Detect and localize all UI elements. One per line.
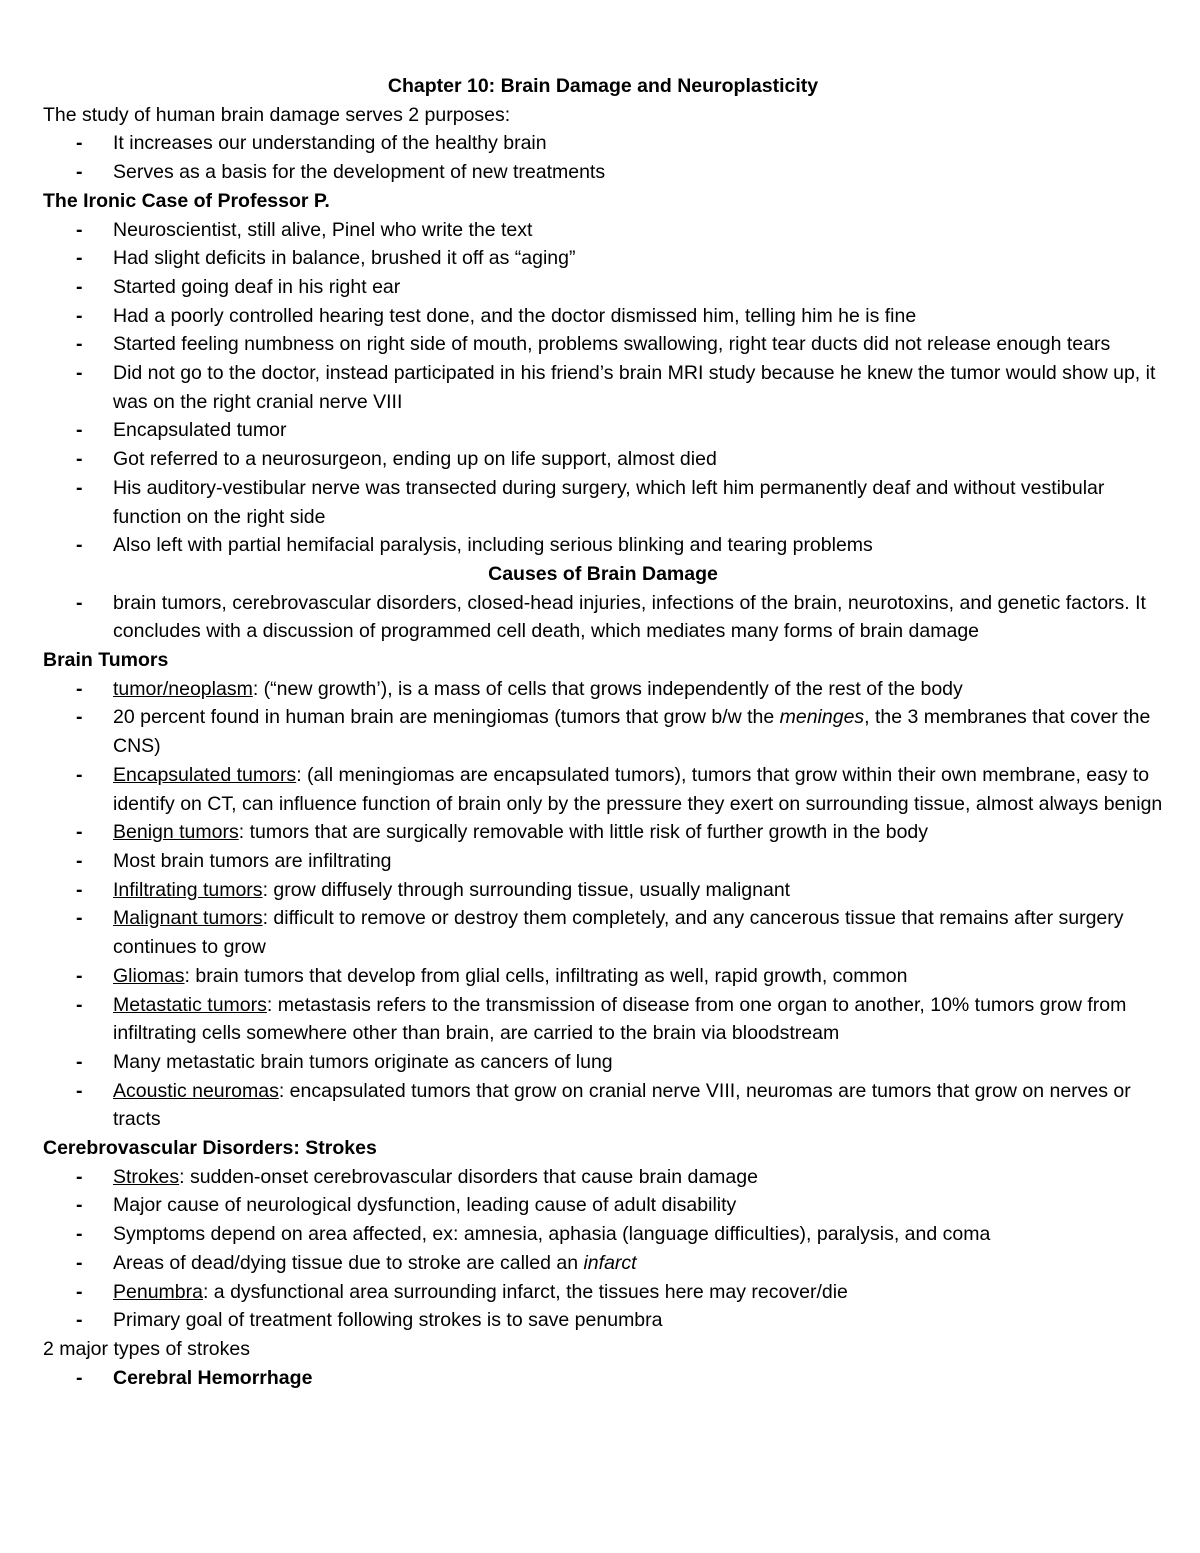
professor-p-list	[43, 216, 1163, 560]
intro-list	[43, 129, 1163, 186]
list-item	[43, 962, 1163, 991]
term: Strokes	[113, 1165, 180, 1188]
item-text: Areas of dead/dying tissue due to stroke are called an	[113, 1251, 584, 1274]
list-item: - Cerebral Hemorrhage	[43, 1364, 1163, 1393]
stroke-types-list	[43, 1364, 1163, 1393]
list-item	[43, 904, 1163, 961]
section-heading-causes: Causes of Brain Damage	[488, 562, 718, 585]
list-item	[43, 1306, 1163, 1335]
intro-text: The study of human brain damage serves 2 purposes:	[43, 103, 511, 126]
item-text: , the 3 membranes that cover the CNS)	[113, 706, 1151, 758]
term: Metastatic tumors	[113, 993, 267, 1016]
term: Malignant tumors	[113, 907, 263, 930]
item-text: Symptoms depend on area affected, ex: amnesia, aphasia (language difficulties), paralysis, and coma	[113, 1223, 991, 1246]
list-item	[43, 1191, 1163, 1220]
definition: : difficult to remove or destroy them completely, and any cancerous tissue that remains after surgery continues to grow	[113, 907, 1124, 959]
term: Acoustic neuromas	[113, 1079, 279, 1102]
definition: : encapsulated tumors that grow on cranial nerve VIII, neuromas are tumors that grow on nerves or tracts	[113, 1079, 1131, 1131]
emphasis: infarct	[583, 1251, 637, 1274]
term: Benign tumors	[113, 821, 239, 844]
list-item: - Serves as a basis for the development of new treatments	[43, 158, 1163, 187]
list-item	[43, 1163, 1163, 1192]
list-item: - Got referred to a neurosurgeon, ending up on life support, almost died	[43, 445, 1163, 474]
document-page	[43, 72, 1163, 1392]
list-item	[43, 1077, 1163, 1134]
page-title: Chapter 10: Brain Damage and Neuroplasticity	[387, 75, 819, 97]
list-item: - Neuroscientist, still alive, Pinel who write the text	[43, 216, 1163, 245]
list-item	[43, 675, 1163, 704]
item-text: Most brain tumors are infiltrating	[113, 849, 392, 872]
list-item	[43, 1249, 1163, 1278]
tumors-list	[43, 675, 1163, 1134]
item-text: 20 percent found in human brain are meningiomas (tumors that grow b/w the	[113, 706, 780, 729]
definition: : sudden-onset cerebrovascular disorders that cause brain damage	[179, 1165, 758, 1188]
list-item	[43, 876, 1163, 905]
list-item: - Also left with partial hemifacial paralysis, including serious blinking and tearing problems	[43, 531, 1163, 560]
list-item	[43, 703, 1163, 760]
list-item: - brain tumors, cerebrovascular disorders, closed-head injuries, infections of the brain, neurotoxins, and genetic factors. It concludes with a discussion of programmed cell death, which mediates many forms of brain damage	[43, 589, 1163, 646]
list-item	[43, 1048, 1163, 1077]
emphasis: meninges	[779, 706, 865, 729]
section-heading-professor-p: The Ironic Case of Professor P.	[43, 189, 330, 212]
list-item: - Had slight deficits in balance, brushed it off as “aging”	[43, 244, 1163, 273]
item-text: Major cause of neurological dysfunction, leading cause of adult disability	[113, 1194, 737, 1217]
definition: : (“new growth’), is a mass of cells that grows independently of the rest of the body	[252, 677, 963, 700]
section-heading-brain-tumors: Brain Tumors	[43, 649, 169, 672]
list-item: - It increases our understanding of the healthy brain	[43, 129, 1163, 158]
strokes-list	[43, 1163, 1163, 1335]
item-text: Many metastatic brain tumors originate as cancers of lung	[113, 1050, 613, 1073]
term: tumor/neoplasm	[113, 677, 253, 700]
definition: : (all meningiomas are encapsulated tumors), tumors that grow within their own membrane, easy to identify on CT, can influence function of brain only by the pressure they exert on surrounding tissue, almost always benign	[113, 763, 1163, 815]
list-item: - Started feeling numbness on right side of mouth, problems swallowing, right tear ducts did not release enough tears	[43, 330, 1163, 359]
list-item: - His auditory-vestibular nerve was transected during surgery, which left him permanently deaf and without vestibular function on the right side	[43, 474, 1163, 531]
definition: : tumors that are surgically removable with little risk of further growth in the body	[238, 821, 929, 844]
term: Penumbra	[113, 1280, 203, 1303]
definition: : grow diffusely through surrounding tissue, usually malignant	[262, 878, 791, 901]
term: Encapsulated tumors	[113, 763, 297, 786]
list-item	[43, 1278, 1163, 1307]
list-item: - Encapsulated tumor	[43, 416, 1163, 445]
item-text: Primary goal of treatment following strokes is to save penumbra	[113, 1309, 663, 1332]
list-item: - Had a poorly controlled hearing test done, and the doctor dismissed him, telling him he is fine	[43, 302, 1163, 331]
definition: : a dysfunctional area surrounding infarct, the tissues here may recover/die	[202, 1280, 848, 1303]
section-heading-strokes: Cerebrovascular Disorders: Strokes	[43, 1137, 377, 1160]
stroke-types-text: 2 major types of strokes	[43, 1337, 250, 1360]
term: Infiltrating tumors	[113, 878, 263, 901]
list-item: - Did not go to the doctor, instead participated in his friend’s brain MRI study because he knew the tumor would show up, it was on the right cranial nerve VIII	[43, 359, 1163, 416]
list-item	[43, 761, 1163, 818]
definition: : metastasis refers to the transmission of disease from one organ to another, 10% tumors grow from infiltrating cells somewhere other than brain, are carried to the brain via bloodstream	[113, 993, 1127, 1045]
causes-list	[43, 589, 1163, 646]
list-item	[43, 847, 1163, 876]
list-item	[43, 1220, 1163, 1249]
list-item	[43, 818, 1163, 847]
list-item	[43, 991, 1163, 1048]
definition: : brain tumors that develop from glial cells, infiltrating as well, rapid growth, common	[184, 964, 908, 987]
list-item: - Started going deaf in his right ear	[43, 273, 1163, 302]
term: Gliomas	[113, 964, 185, 987]
